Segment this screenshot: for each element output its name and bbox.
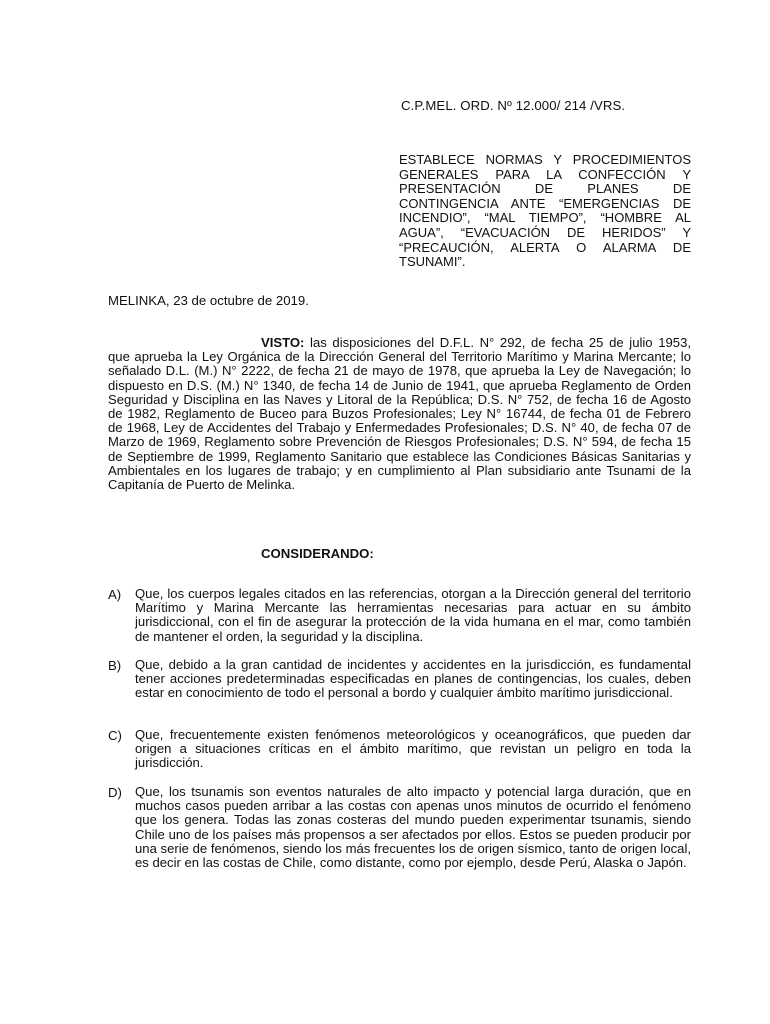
item-text: Que, los cuerpos legales citados en las referencias, otorgan a la Dirección general del territorio Marítimo y Marina Mercante las herramientas necesarias para actuar en su ámbito jurisdiccional, con el fin de asegurar la protección de la vida humana en el mar, como también de mantener el orden, la seguridad y la disciplina.	[135, 586, 691, 644]
considerando-item-a	[108, 587, 691, 644]
considerando-item-d	[108, 785, 691, 870]
item-text: Que, los tsunamis son eventos naturales de alto impacto y potencial larga duración, que en muchos casos pueden arribar a las costas con apenas unos minutos de ocurrido el fenómeno que los genera. Todas las zonas costeras del mundo pueden experimentar tsunamis, siendo Chile uno de los países más propensos a ser afectados por ellos. Estos se pueden producir por una serie de fenómenos, siendo los más frecuentes los de origen sísmico, tanto de origen local, es decir en las costas de Chile, como distante, como por ejemplo, desde Perú, Alaska o Japón.	[135, 784, 691, 871]
considerando-item-b	[108, 658, 691, 701]
document-subject: ESTABLECE NORMAS Y PROCEDIMIENTOS GENERALES PARA LA CONFECCIÓN Y PRESENTACIÓN DE PLANES DE CONTINGENCIA ANTE “EMERGENCIAS DE INCENDIO”, “MAL TIEMPO”, “HOMBRE AL AGUA”, “EVACUACIÓN DE HERIDOS” Y “PRECAUCIÓN, ALERTA O ALARMA DE TSUNAMI”.	[399, 152, 691, 270]
visto-label: VISTO:	[261, 335, 305, 350]
visto-text: las disposiciones del D.F.L. N° 292, de fecha 25 de julio 1953, que aprueba la Ley Orgánica de la Dirección General del Territorio Marítimo y Marina Mercante; lo señalado D.L. (M.) N° 2222, de fecha 21 de mayo de 1978, que aprueba la Ley de Navegación; lo dispuesto en D.S. (M.) N° 1340, de fecha 14 de Junio de 1941, que aprueba Reglamento de Orden Seguridad y Disciplina en las Naves y Litoral de la República; D.S. N° 752, de fecha 16 de Agosto de 1982, Reglamento de Buceo para Buzos Profesionales; Ley N° 16744, de fecha 01 de Febrero de 1968, Ley de Accidentes del Trabajo y Enfermedades Profesionales; D.S. N° 40, de fecha 07 de Marzo de 1969, Reglamento sobre Prevención de Riesgos Profesionales; D.S. N° 594, de fecha 15 de Septiembre de 1999, Reglamento Sanitario que establece las Condiciones Básicas Sanitarias y Ambientales en los lugares de trabajo; y en cumplimiento al Plan subsidiario ante Tsunami de la Capitanía de Puerto de Melinka.	[108, 335, 691, 493]
item-letter: D)	[108, 785, 122, 800]
item-letter: B)	[108, 658, 122, 673]
item-letter: A)	[108, 587, 122, 602]
item-text: Que, debido a la gran cantidad de incidentes y accidentes en la jurisdicción, es fundamental tener acciones predeterminadas especificadas en planes de contingencias, los cuales, deben estar en conocimiento de todo el personal a bordo y cualquier ámbito marítimo jurisdiccional.	[135, 657, 691, 701]
item-letter: C)	[108, 728, 122, 743]
visto-paragraph	[108, 336, 691, 492]
considerando-item-c	[108, 728, 691, 771]
place-date: MELINKA, 23 de octubre de 2019.	[108, 293, 309, 308]
item-text: Que, frecuentemente existen fenómenos meteorológicos y oceanográficos, que pueden dar origen a situaciones críticas en el ámbito marítimo, que revistan un peligro en toda la jurisdicción.	[135, 727, 691, 771]
considerando-heading: CONSIDERANDO:	[261, 546, 374, 561]
document-reference: C.P.MEL. ORD. Nº 12.000/ 214 /VRS.	[401, 98, 626, 113]
